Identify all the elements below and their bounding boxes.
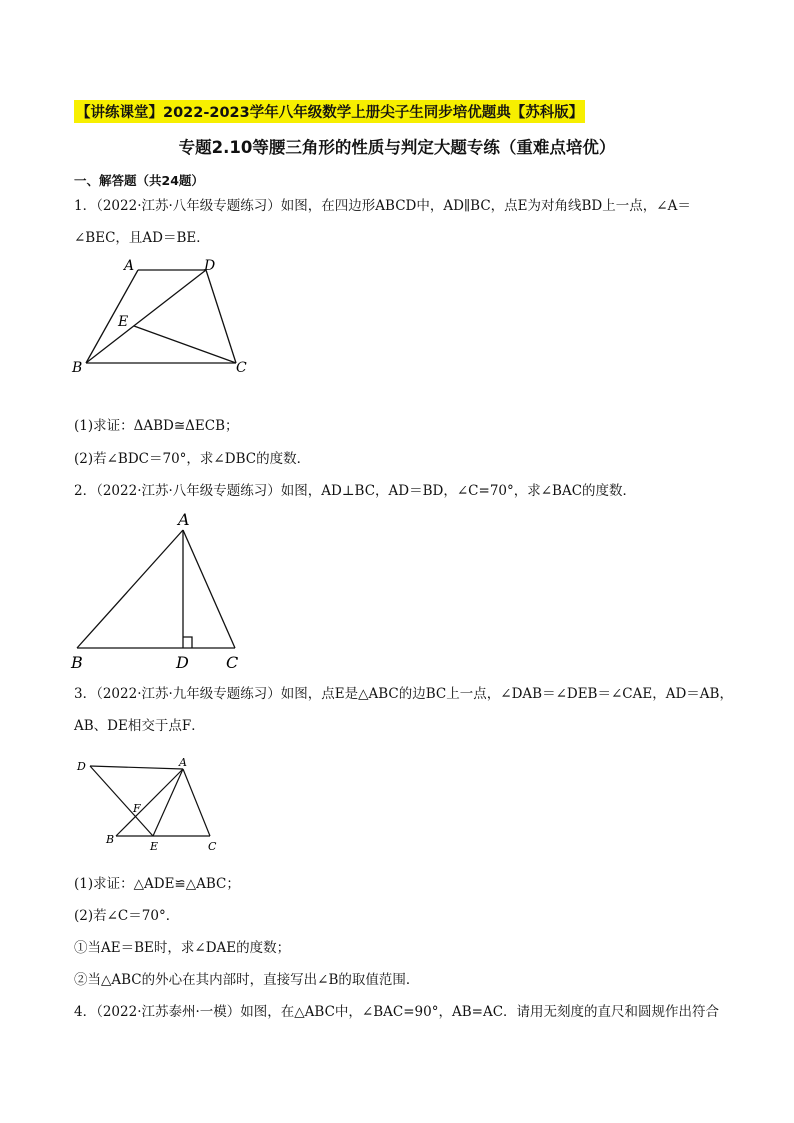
q2-label-d: D (176, 653, 189, 672)
q3-label-c: C (208, 840, 217, 853)
q3-text-line2: AB、DE相交于点F． (74, 718, 205, 734)
q3-label-d: D (77, 760, 86, 773)
q2-text-line1: 2．（2022·江苏·八年级专题练习）如图，AD⊥BC，AD＝BD，∠C=70°，求∠BAC的度数． (74, 483, 637, 499)
q1-label-a: A (124, 258, 135, 274)
q3-sub2: ②当△ABC的外心在其内部时，直接写出∠B的取值范围． (74, 972, 420, 988)
q1-part2: (2)若∠BDC＝70°，求∠DBC的度数． (74, 451, 311, 467)
q3-text-line1: 3．（2022·江苏·九年级专题练习）如图，点E是△ABC的边BC上一点，∠DAB＝∠DEB＝∠CAE，AD＝AB， (74, 686, 733, 702)
q2-figure (66, 508, 256, 673)
q3-label-f: F (133, 802, 141, 815)
q1-figure (66, 256, 266, 378)
q2-label-a: A (178, 510, 190, 529)
page-title: 专题2.10等腰三角形的性质与判定大题专练（重难点培优） (178, 138, 616, 157)
q1-part1: (1)求证：ΔABD≅ΔECB； (74, 418, 239, 434)
q1-label-b: B (72, 360, 83, 376)
q1-label-c: C (236, 360, 247, 376)
q1-label-d: D (204, 258, 216, 274)
q3-part1: (1)求证：△ADE≌△ABC； (74, 876, 240, 892)
q3-figure (70, 752, 230, 856)
section-heading: 一、解答题（共24题） (74, 173, 204, 188)
q3-part2: (2)若∠C＝70°． (74, 908, 180, 924)
header-banner: 【讲练课堂】2022-2023学年八年级数学上册尖子生同步培优题典【苏科版】 (74, 100, 585, 123)
q3-sub1: ①当AE＝BE时，求∠DAE的度数； (74, 940, 291, 956)
q2-label-b: B (71, 653, 83, 672)
q4-text-line1: 4．（2022·江苏泰州·一模）如图，在△ABC中，∠BAC=90°，AB=AC．请用无刻度的直尺和圆规作出符合 (74, 1004, 720, 1020)
q3-label-e: E (150, 840, 159, 853)
q2-label-c: C (226, 653, 239, 672)
q3-label-b: B (106, 833, 115, 846)
q1-text-line2: ∠BEC，且AD＝BE． (74, 230, 210, 246)
q1-label-e: E (118, 314, 129, 330)
q1-text-line1: 1．（2022·江苏·八年级专题练习）如图，在四边形ABCD中，AD∥BC，点E为对角线BD上一点，∠A＝ (74, 198, 691, 214)
q3-label-a: A (179, 756, 187, 769)
